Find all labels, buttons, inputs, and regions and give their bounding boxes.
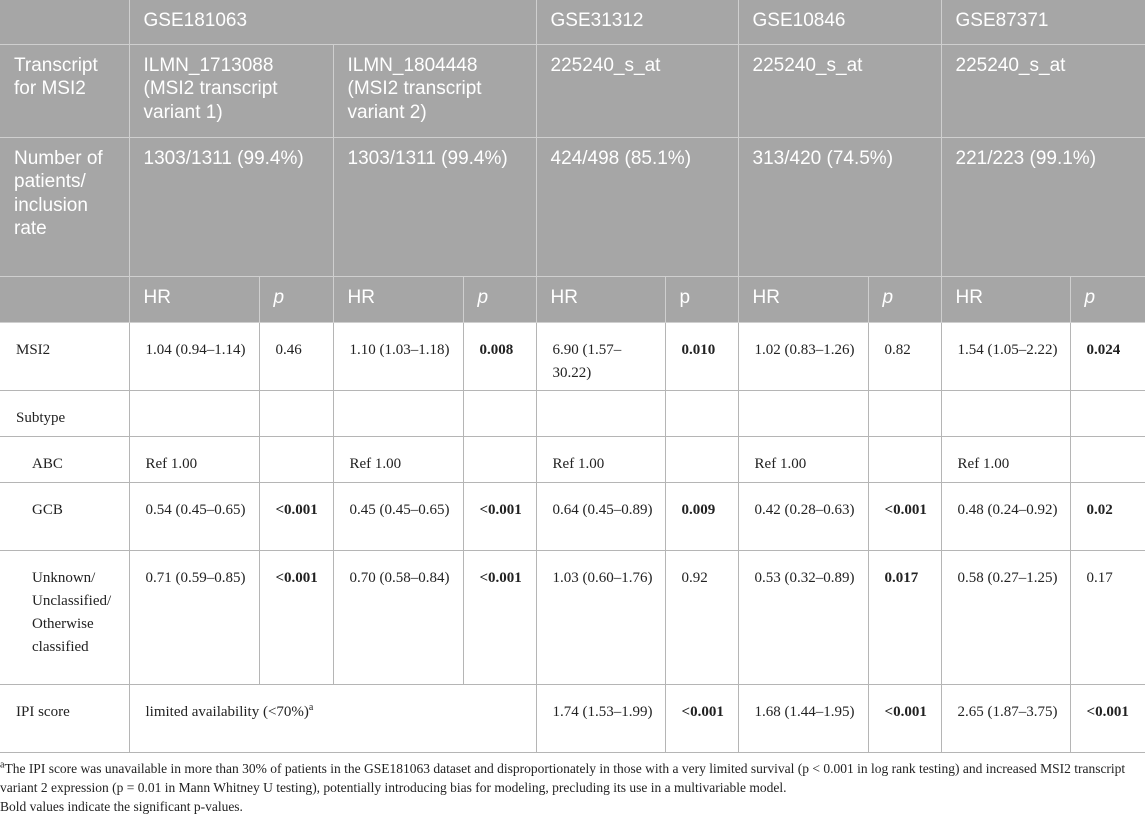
hr-cell: 0.71 (0.59–0.85)	[129, 550, 259, 684]
hr-header: HR	[738, 276, 868, 322]
row-label: Subtype	[0, 390, 129, 436]
hr-cell: Ref 1.00	[129, 436, 259, 482]
hr-cell	[536, 390, 665, 436]
p-value-cell: 0.008	[463, 322, 536, 390]
hr-header: HR	[536, 276, 665, 322]
table-row	[0, 482, 1145, 550]
p-value-cell: <0.001	[259, 550, 333, 684]
hr-cell: Ref 1.00	[738, 436, 868, 482]
bold-values-note: Bold values indicate the significant p-values.	[0, 798, 243, 814]
hr-cell: 1.10 (1.03–1.18)	[333, 322, 463, 390]
footnote-mark: a	[0, 759, 5, 770]
hr-cell: 2.65 (1.87–3.75)	[941, 684, 1070, 752]
hr-cell: Ref 1.00	[941, 436, 1070, 482]
hr-cell: 1.74 (1.53–1.99)	[536, 684, 665, 752]
p-value-cell: 0.009	[665, 482, 738, 550]
table-row	[0, 550, 1145, 684]
transcript-cell: ILMN_1713088 (MSI2 transcript variant 1)	[129, 44, 333, 137]
p-value-cell: 0.17	[1070, 550, 1145, 684]
p-value-cell: 0.82	[868, 322, 941, 390]
limited-availability-cell	[129, 684, 536, 752]
hr-cell	[941, 390, 1070, 436]
transcript-cell: 225240_s_at	[941, 44, 1145, 137]
row-label: Unknown/ Unclassified/ Otherwise classified	[0, 550, 129, 684]
hr-cell: 6.90 (1.57–30.22)	[536, 322, 665, 390]
table-row	[0, 436, 1145, 482]
hr-cell: 1.68 (1.44–1.95)	[738, 684, 868, 752]
patients-cell: 424/498 (85.1%)	[536, 137, 738, 276]
p-value-cell	[665, 390, 738, 436]
hr-cell: 0.64 (0.45–0.89)	[536, 482, 665, 550]
p-header: p	[665, 276, 738, 322]
p-value-cell: <0.001	[665, 684, 738, 752]
patients-cell: 1303/1311 (99.4%)	[129, 137, 333, 276]
p-value-cell: <0.001	[463, 550, 536, 684]
patients-row	[0, 137, 1145, 276]
stats-header-row	[0, 276, 1145, 322]
row-label: Number of patients/ inclusion rate	[0, 137, 129, 276]
p-value-cell: 0.02	[1070, 482, 1145, 550]
hr-header: HR	[129, 276, 259, 322]
p-value-cell	[259, 390, 333, 436]
hr-cell: 1.02 (0.83–1.26)	[738, 322, 868, 390]
dataset-header: GSE10846	[738, 0, 941, 44]
dataset-header: GSE181063	[129, 0, 536, 44]
p-value-cell	[868, 390, 941, 436]
transcript-cell: 225240_s_at	[536, 44, 738, 137]
transcript-cell: 225240_s_at	[738, 44, 941, 137]
hr-cell	[333, 390, 463, 436]
p-value-cell	[259, 436, 333, 482]
hr-cell: 0.58 (0.27–1.25)	[941, 550, 1070, 684]
table-footnotes	[0, 753, 1145, 816]
transcript-cell: ILMN_1804448 (MSI2 transcript variant 2)	[333, 44, 536, 137]
p-value-cell: <0.001	[463, 482, 536, 550]
p-value-cell	[463, 390, 536, 436]
hr-cell: 1.04 (0.94–1.14)	[129, 322, 259, 390]
hr-header: HR	[333, 276, 463, 322]
hr-cell: 0.54 (0.45–0.65)	[129, 482, 259, 550]
p-value-cell: 0.024	[1070, 322, 1145, 390]
patients-cell: 1303/1311 (99.4%)	[333, 137, 536, 276]
p-header: p	[1070, 276, 1145, 322]
footnote	[0, 759, 1145, 797]
row-label: IPI score	[0, 684, 129, 752]
p-header: p	[259, 276, 333, 322]
table-body	[0, 322, 1145, 752]
footnote-mark: a	[308, 701, 314, 713]
hr-cell	[738, 390, 868, 436]
p-value-cell: <0.001	[1070, 684, 1145, 752]
hr-cell: 0.70 (0.58–0.84)	[333, 550, 463, 684]
p-value-cell: 0.010	[665, 322, 738, 390]
hr-cell: 0.48 (0.24–0.92)	[941, 482, 1070, 550]
hr-cell: 0.42 (0.28–0.63)	[738, 482, 868, 550]
dataset-header: GSE87371	[941, 0, 1145, 44]
table-row	[0, 390, 1145, 436]
p-value-cell: 0.017	[868, 550, 941, 684]
table-row	[0, 322, 1145, 390]
table-row	[0, 684, 1145, 752]
p-header: p	[868, 276, 941, 322]
p-value-cell: <0.001	[868, 684, 941, 752]
row-label: ABC	[0, 436, 129, 482]
blank-cell	[0, 276, 129, 322]
limited-availability-text: limited availability (<70%)	[145, 703, 309, 720]
dataset-header: GSE31312	[536, 0, 738, 44]
hr-cell: 1.54 (1.05–2.22)	[941, 322, 1070, 390]
p-value-cell	[665, 436, 738, 482]
patients-cell: 313/420 (74.5%)	[738, 137, 941, 276]
row-label: Transcript for MSI2	[0, 44, 129, 137]
p-value-cell: 0.92	[665, 550, 738, 684]
hr-cell: 1.03 (0.60–1.76)	[536, 550, 665, 684]
p-value-cell	[868, 436, 941, 482]
hr-cell: Ref 1.00	[333, 436, 463, 482]
p-value-cell	[1070, 436, 1145, 482]
hr-cell: 0.45 (0.45–0.65)	[333, 482, 463, 550]
patients-cell: 221/223 (99.1%)	[941, 137, 1145, 276]
p-value-cell	[463, 436, 536, 482]
row-label: MSI2	[0, 322, 129, 390]
transcript-row	[0, 44, 1145, 137]
p-value-cell: 0.46	[259, 322, 333, 390]
hr-cell: Ref 1.00	[536, 436, 665, 482]
dataset-header-row	[0, 0, 1145, 44]
p-value-cell: <0.001	[259, 482, 333, 550]
footnote-text: The IPI score was unavailable in more than 30% of patients in the GSE181063 dataset and disproportionately in those with a very limited survival (p < 0.001 in log rank testing) and increased MSI2 transcript variant 2 expression (p = 0.01 in Mann Whitney U testing), potentially introducing bias for modeling, precluding its use in a multivariable model.	[0, 760, 1126, 795]
hr-cell: 0.53 (0.32–0.89)	[738, 550, 868, 684]
hr-header: HR	[941, 276, 1070, 322]
p-header: p	[463, 276, 536, 322]
hr-cell	[129, 390, 259, 436]
row-label: GCB	[0, 482, 129, 550]
p-value-cell	[1070, 390, 1145, 436]
corner-cell	[0, 0, 129, 44]
p-value-cell: <0.001	[868, 482, 941, 550]
